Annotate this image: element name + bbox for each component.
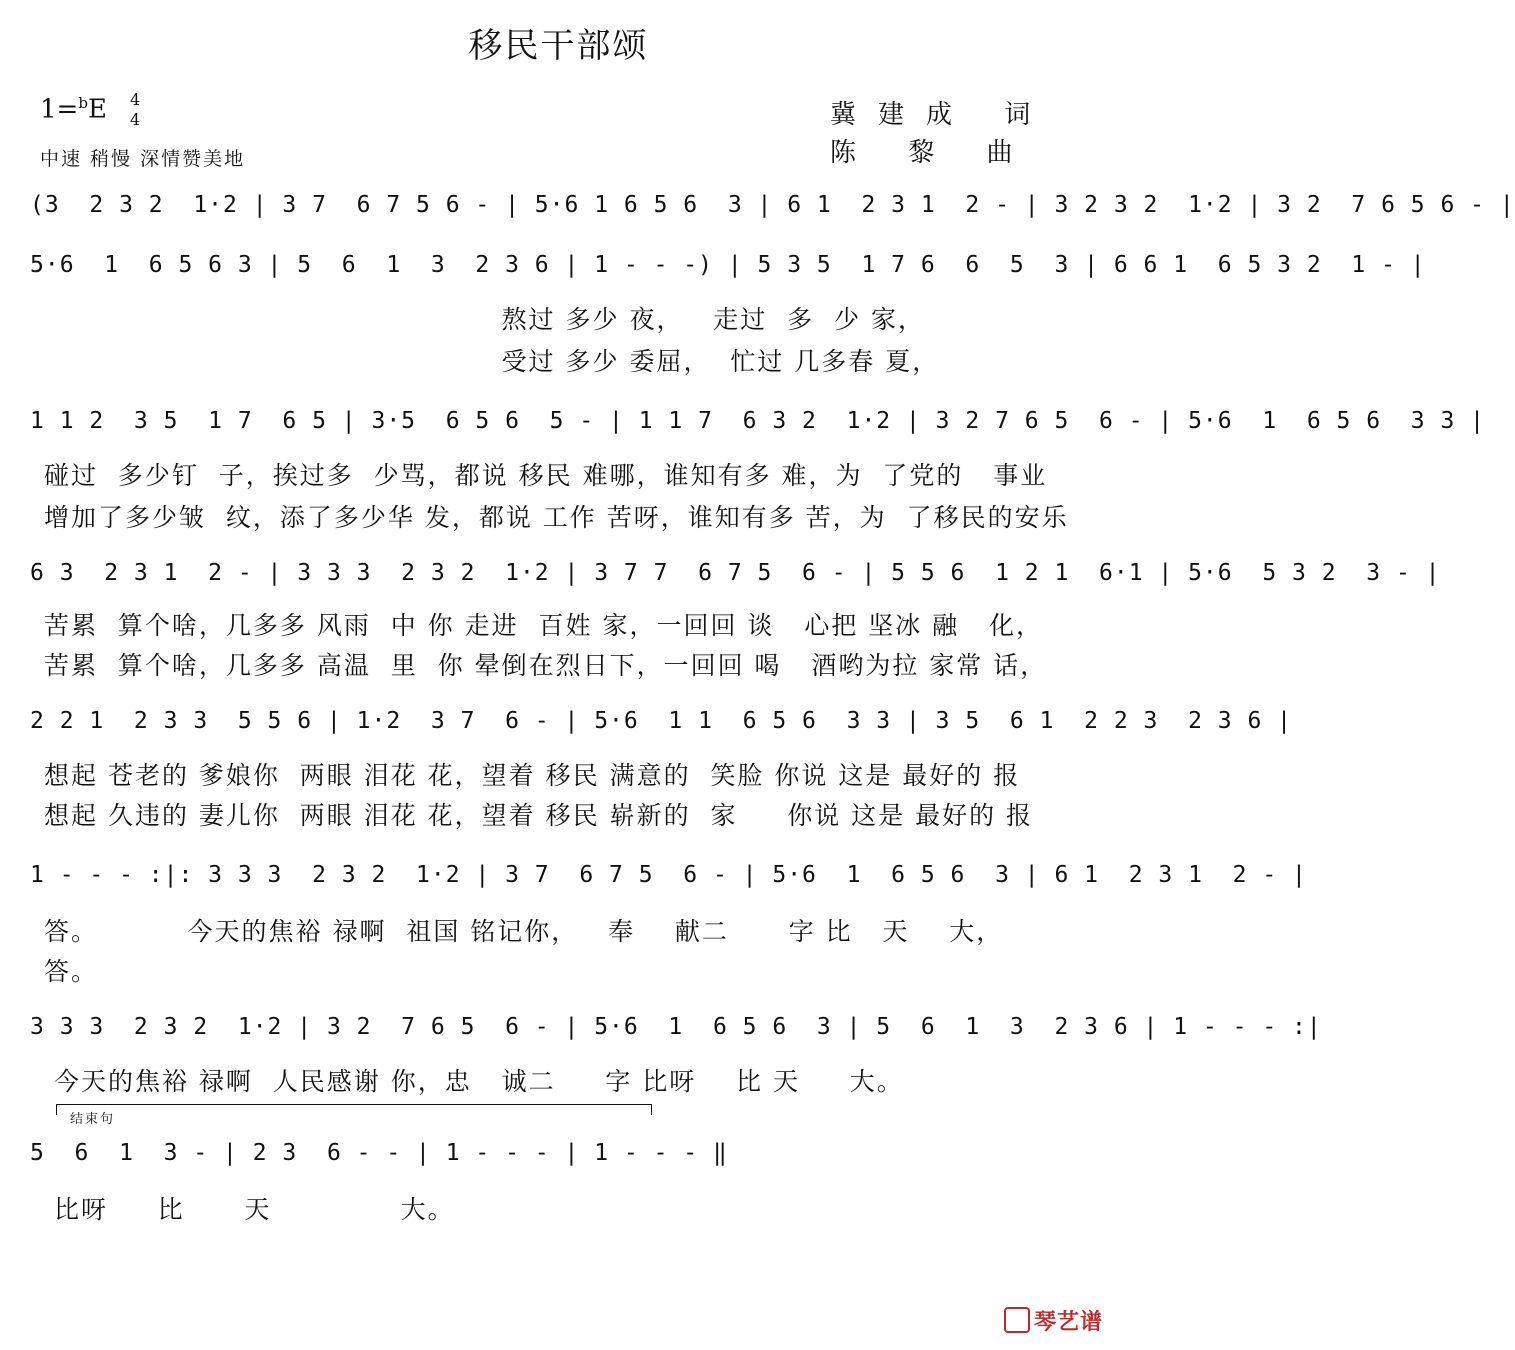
score-line-1: (3 2 3 2 1·2 | 3 7 6 7 5 6 - | 5·6 1 6 5 6 3 | 6 1 2 3 1 2 - | 3 2 3 2 1·2 | 3 2 7 6 5 6 - | <box>30 192 1515 218</box>
score-line-7: 3 3 3 2 3 2 1·2 | 3 2 7 6 5 6 - | 5·6 1 6 5 6 3 | 5 6 1 3 2 3 6 | 1 - - - :| <box>30 1014 1322 1040</box>
composer-credit: 陈 黎 曲 <box>830 138 1035 168</box>
site-watermark: 琴艺谱 <box>1004 1305 1103 1336</box>
lyric-verse1-line3: 苦累 算个啥，几多多 风雨 中 你 走进 百姓 家，一回回 谈 心把 坚冰 融 化， <box>44 611 1043 640</box>
lyric-verse2-line2: 增加了多少皱 纹，添了多少华 发，都说 工作 苦呀，谁知有多 苦，为 了移民的安乐 <box>44 503 1069 532</box>
lyric-verse1-line1: 熬过 多少 夜， 走过 多 少 家， <box>44 305 926 334</box>
lyric-verse2-line1: 受过 多少 委屈， 忙过 几多春 夏， <box>44 347 940 376</box>
song-title: 移民干部颂 <box>468 26 649 66</box>
lyric-verse1-line4: 想起 苍老的 爹娘你 两眼 泪花 花，望着 移民 满意的 笑脸 你说 这是 最好的 报 <box>44 761 1021 790</box>
logo-icon <box>1004 1307 1030 1333</box>
lyric-verse2-line3: 苦累 算个啥，几多多 高温 里 你 晕倒在烈日下，一回回 喝 酒哟为拉 家常 话， <box>44 651 1048 680</box>
score-line-6: 1 - - - :|: 3 3 3 2 3 2 1·2 | 3 7 6 7 5 6 - | 5·6 1 6 5 6 3 | 6 1 2 3 1 2 - | <box>30 862 1307 888</box>
time-signature: 4 4 <box>130 90 141 129</box>
score-line-8: 5 6 1 3 - | 2 3 6 - - | 1 - - - | 1 - - - ‖ <box>30 1140 728 1166</box>
key-signature: 1=$^b$E <box>40 94 107 125</box>
lyric-verse2-line4: 想起 久违的 妻儿你 两眼 泪花 花，望着 移民 崭新的 家 你说 这是 最好的 报 <box>44 801 1034 830</box>
ending-label: 结束句 <box>70 1112 116 1127</box>
lyric-ending: 比呀 比 天 大。 <box>44 1195 455 1224</box>
lyric-line5-verse1: 答。 今天的焦裕 禄啊 祖国 铭记你， 奉 献二 字 比 天 大， <box>44 917 1004 946</box>
score-line-4: 6 3 2 3 1 2 - | 3 3 3 2 3 2 1·2 | 3 7 7 6 7 5 6 - | 5 5 6 1 2 1 6·1 | 5·6 5 3 2 3 - | <box>30 560 1441 586</box>
tempo-marking: 中速 稍慢 深情赞美地 <box>40 148 246 170</box>
lyricist-credit: 冀建成 词 <box>830 100 1053 130</box>
score-line-3: 1 1 2 3 5 1 7 6 5 | 3·5 6 5 6 5 - | 1 1 7 6 3 2 1·2 | 3 2 7 6 5 6 - | 5·6 1 6 5 6 3 3 | <box>30 408 1486 434</box>
score-line-2: 5·6 1 6 5 6 3 | 5 6 1 3 2 3 6 | 1 - - -) | 5 3 5 1 7 6 6 5 3 | 6 6 1 6 5 3 2 1 - | <box>30 252 1426 278</box>
lyric-line6: 今天的焦裕 禄啊 人民感谢 你，忠 诚二 字 比呀 比 天 大。 <box>44 1067 904 1096</box>
ending-bracket <box>56 1104 652 1115</box>
lyric-verse1-line2: 碰过 多少钉 子，挨过多 少骂，都说 移民 难哪，谁知有多 难，为 了党的 事业 <box>44 461 1048 490</box>
score-line-5: 2 2 1 2 3 3 5 5 6 | 1·2 3 7 6 - | 5·6 1 1 6 5 6 3 3 | 3 5 6 1 2 2 3 2 3 6 | <box>30 708 1293 734</box>
lyric-line5-verse2: 答。 <box>44 957 99 986</box>
